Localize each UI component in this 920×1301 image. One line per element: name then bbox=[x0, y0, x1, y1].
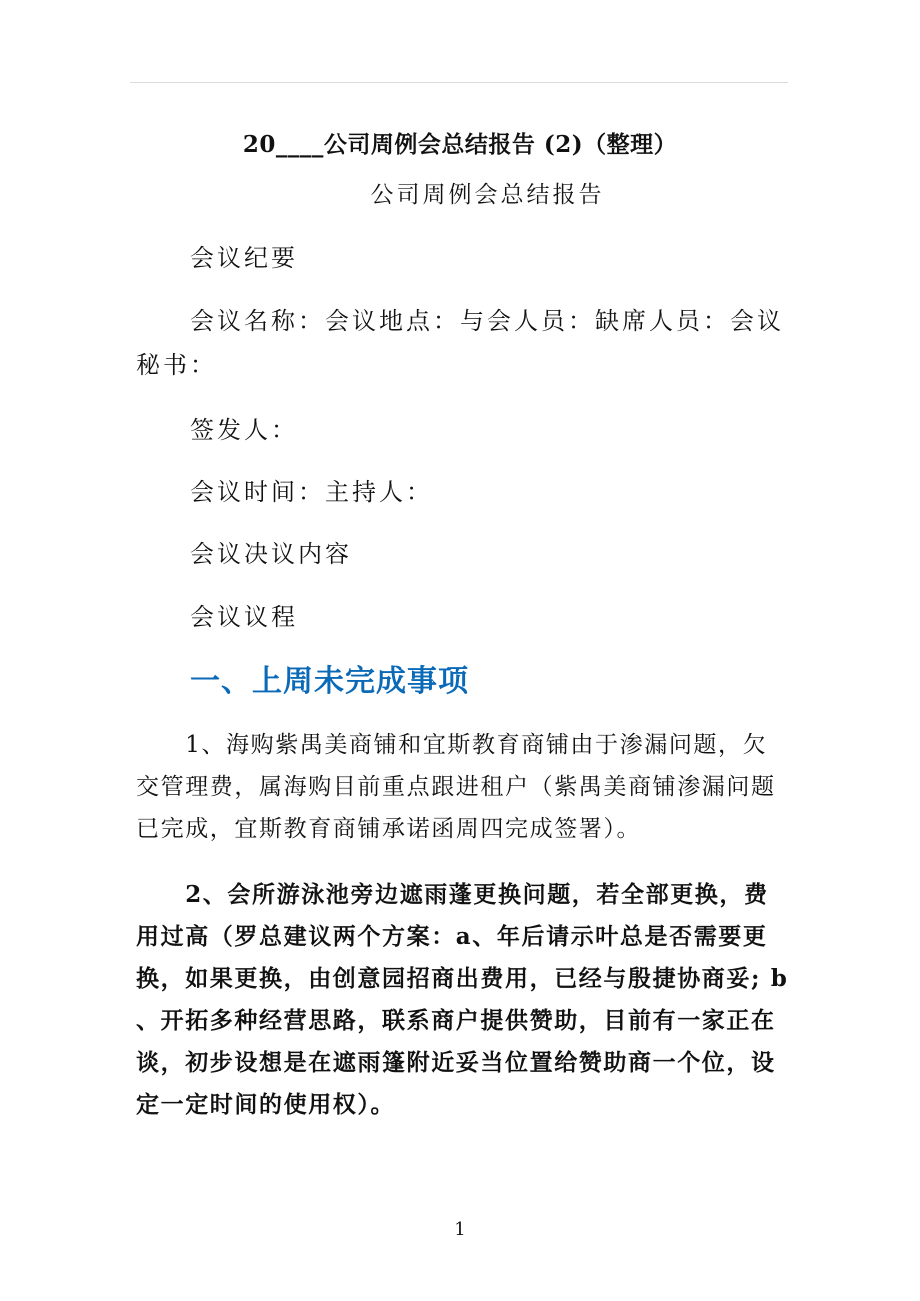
header-rule bbox=[130, 82, 788, 83]
resolution-label: 会议决议内容 bbox=[190, 540, 352, 568]
item-2-line: 定一定时间的使用权）。 bbox=[136, 1091, 396, 1118]
agenda-label: 会议议程 bbox=[190, 603, 298, 631]
item-2-line: 用过高（罗总建议两个方案：a、年后请示叶总是否需要更 bbox=[136, 923, 768, 950]
item-1-line: 交管理费，属海购目前重点跟进租户（紫禺美商铺渗漏问题 bbox=[136, 774, 776, 800]
document-subtitle: 公司周例会总结报告 bbox=[370, 182, 605, 208]
item-2-line: 、开拓多种经营思路，联系商户提供赞助，目前有一家正在 bbox=[136, 1007, 776, 1034]
meeting-info-line-1: 会议名称：会议地点：与会人员：缺席人员：会议 bbox=[190, 307, 784, 335]
item-2-line: 谈，初步设想是在遮雨篷附近妥当位置给赞助商一个位，设 bbox=[136, 1049, 776, 1076]
item-1-line: 已完成，宜斯教育商铺承诺函周四完成签署）。 bbox=[136, 816, 642, 842]
meeting-info-line-2: 秘书： bbox=[136, 351, 217, 379]
issuer-label: 签发人： bbox=[190, 416, 298, 444]
document-title: 20____公司周例会总结报告 (2)（整理） bbox=[242, 131, 678, 158]
item-2-line: 换，如果更换，由创意园招商出费用，已经与殷捷协商妥; b bbox=[136, 965, 789, 992]
meeting-summary-label: 会议纪要 bbox=[190, 244, 298, 272]
section-heading-unfinished-items: 一、上周未完成事项 bbox=[190, 664, 469, 699]
item-1-line: 1、海购紫禺美商铺和宜斯教育商铺由于渗漏问题，欠 bbox=[136, 732, 768, 758]
page-number: 1 bbox=[454, 1219, 466, 1240]
time-host-label: 会议时间：主持人： bbox=[190, 478, 433, 506]
item-2-line: 2、会所游泳池旁边遮雨蓬更换问题，若全部更换，费 bbox=[136, 881, 769, 908]
item-2-paragraph bbox=[136, 874, 789, 1126]
item-1-paragraph bbox=[136, 724, 786, 850]
